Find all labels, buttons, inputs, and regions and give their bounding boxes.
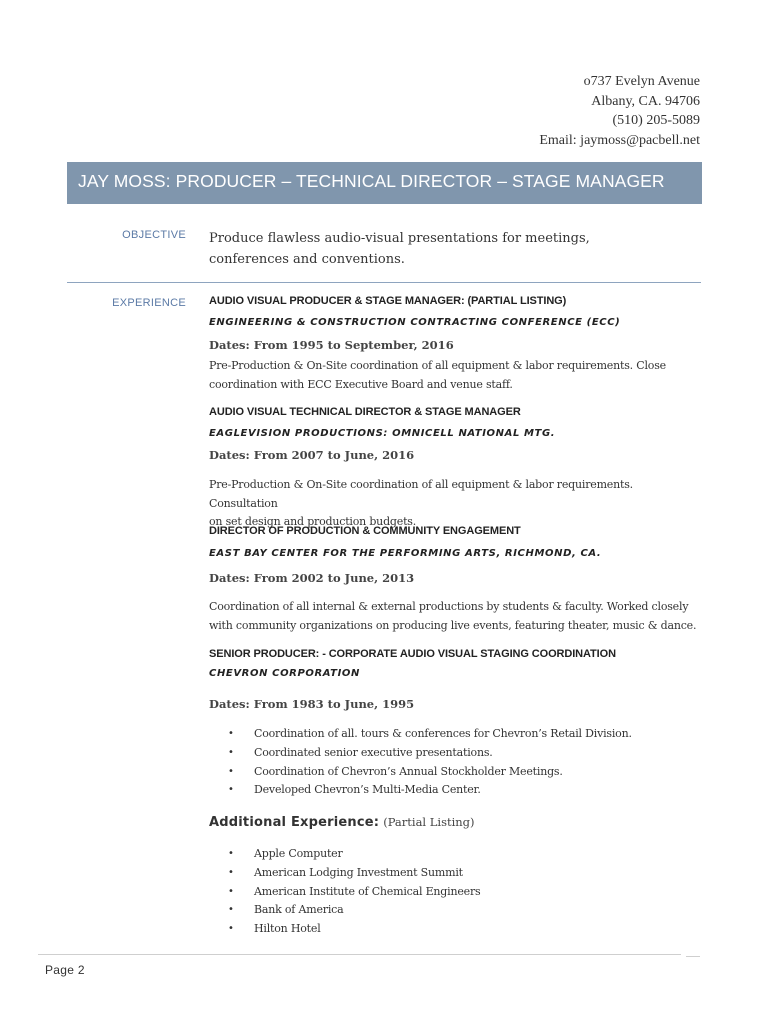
additional-experience-heading <box>209 811 475 830</box>
list-item <box>228 845 480 864</box>
bullet-icon: • <box>228 784 234 796</box>
additional-experience-list <box>228 845 480 939</box>
objective-line: conferences and conventions. <box>209 252 405 267</box>
list-item-text: Apple Computer <box>254 847 343 860</box>
list-item <box>228 781 632 800</box>
bullet-icon: • <box>228 866 234 878</box>
bullet-icon: • <box>228 904 234 916</box>
additional-heading-text: Additional Experience: <box>209 815 380 830</box>
job-bullet-list <box>228 725 632 800</box>
experience-label: EXPERIENCE <box>112 297 186 309</box>
list-item <box>228 763 632 782</box>
contact-address-block <box>539 72 700 150</box>
email-address: Email: jaymoss@pacbell.net <box>539 132 700 148</box>
name-title-banner: JAY MOSS: PRODUCER – TECHNICAL DIRECTOR – STAGE MANAGER <box>67 162 702 204</box>
list-item <box>228 920 480 939</box>
job-position: AUDIO VISUAL PRODUCER & STAGE MANAGER: (PARTIAL LISTING) <box>209 295 567 307</box>
list-item <box>228 901 480 920</box>
list-item-text: Developed Chevron’s Multi-Media Center. <box>254 783 481 797</box>
bullet-icon: • <box>228 848 234 859</box>
job-dates: Dates: From 2002 to June, 2013 <box>209 571 415 585</box>
footer-divider-segment <box>686 956 700 957</box>
job-dates: Dates: From 1983 to June, 1995 <box>209 697 415 711</box>
page-number: Page 2 <box>45 963 85 977</box>
job-description <box>209 357 704 394</box>
list-item-text: American Institute of Chemical Engineers <box>254 884 481 898</box>
list-item <box>228 883 480 902</box>
description-line: Coordination of all internal & external productions by students & faculty. Worked closely <box>209 600 689 613</box>
job-organization: CHEVRON CORPORATION <box>209 668 360 679</box>
description-line: with community organizations on producing live events, featuring theater, music & dance. <box>209 618 697 632</box>
description-line: on set design and production budgets. <box>209 515 417 528</box>
job-organization: EAGLEVISION PRODUCTIONS: OMNICELL NATIONAL MTG. <box>209 428 556 439</box>
job-description <box>209 476 704 532</box>
bullet-icon: • <box>228 885 234 897</box>
footer-divider <box>38 954 681 955</box>
street-address: o737 Evelyn Avenue <box>583 74 700 89</box>
description-line: coordination with ECC Executive Board and venue staff. <box>209 377 513 391</box>
objective-line: Produce flawless audio-visual presentations for meetings, <box>209 231 590 246</box>
description-line: Pre-Production & On-Site coordination of all equipment & labor requirements. Consultation <box>209 478 633 510</box>
list-item <box>228 744 632 763</box>
job-dates: Dates: From 1995 to September, 2016 <box>209 338 454 352</box>
description-line: Pre-Production & On-Site coordination of all equipment & labor requirements. Close <box>209 359 666 372</box>
job-position: DIRECTOR OF PRODUCTION & COMMUNITY ENGAGEMENT <box>209 525 521 537</box>
job-description <box>209 598 704 635</box>
list-item-text: Coordinated senior executive presentations. <box>254 745 493 759</box>
job-position: AUDIO VISUAL TECHNICAL DIRECTOR & STAGE MANAGER <box>209 406 521 418</box>
job-organization: ENGINEERING & CONSTRUCTION CONTRACTING CONFERENCE (ECC) <box>209 317 621 328</box>
list-item-text: Coordination of Chevron’s Annual Stockholder Meetings. <box>254 764 563 778</box>
objective-text <box>209 228 590 270</box>
list-item <box>228 864 480 883</box>
list-item-text: American Lodging Investment Summit <box>254 865 463 879</box>
job-dates: Dates: From 2007 to June, 2016 <box>209 448 415 462</box>
job-position: SENIOR PRODUCER: - CORPORATE AUDIO VISUAL STAGING COORDINATION <box>209 648 616 660</box>
list-item <box>228 725 632 744</box>
section-divider <box>67 282 701 283</box>
city-state-zip: Albany, CA. 94706 <box>591 93 700 109</box>
phone-number: (510) 205-5089 <box>612 113 700 128</box>
bullet-icon: • <box>228 746 234 758</box>
bullet-icon: • <box>228 765 234 777</box>
bullet-icon: • <box>228 728 234 739</box>
list-item-text: Bank of America <box>254 903 344 917</box>
job-organization: EAST BAY CENTER FOR THE PERFORMING ARTS, RICHMOND, CA. <box>209 548 602 559</box>
bullet-icon: • <box>228 923 234 935</box>
list-item-text: Hilton Hotel <box>254 922 321 936</box>
additional-heading-sub: (Partial Listing) <box>383 815 475 829</box>
list-item-text: Coordination of all. tours & conferences for Chevron’s Retail Division. <box>254 727 632 740</box>
objective-label: OBJECTIVE <box>122 229 186 241</box>
